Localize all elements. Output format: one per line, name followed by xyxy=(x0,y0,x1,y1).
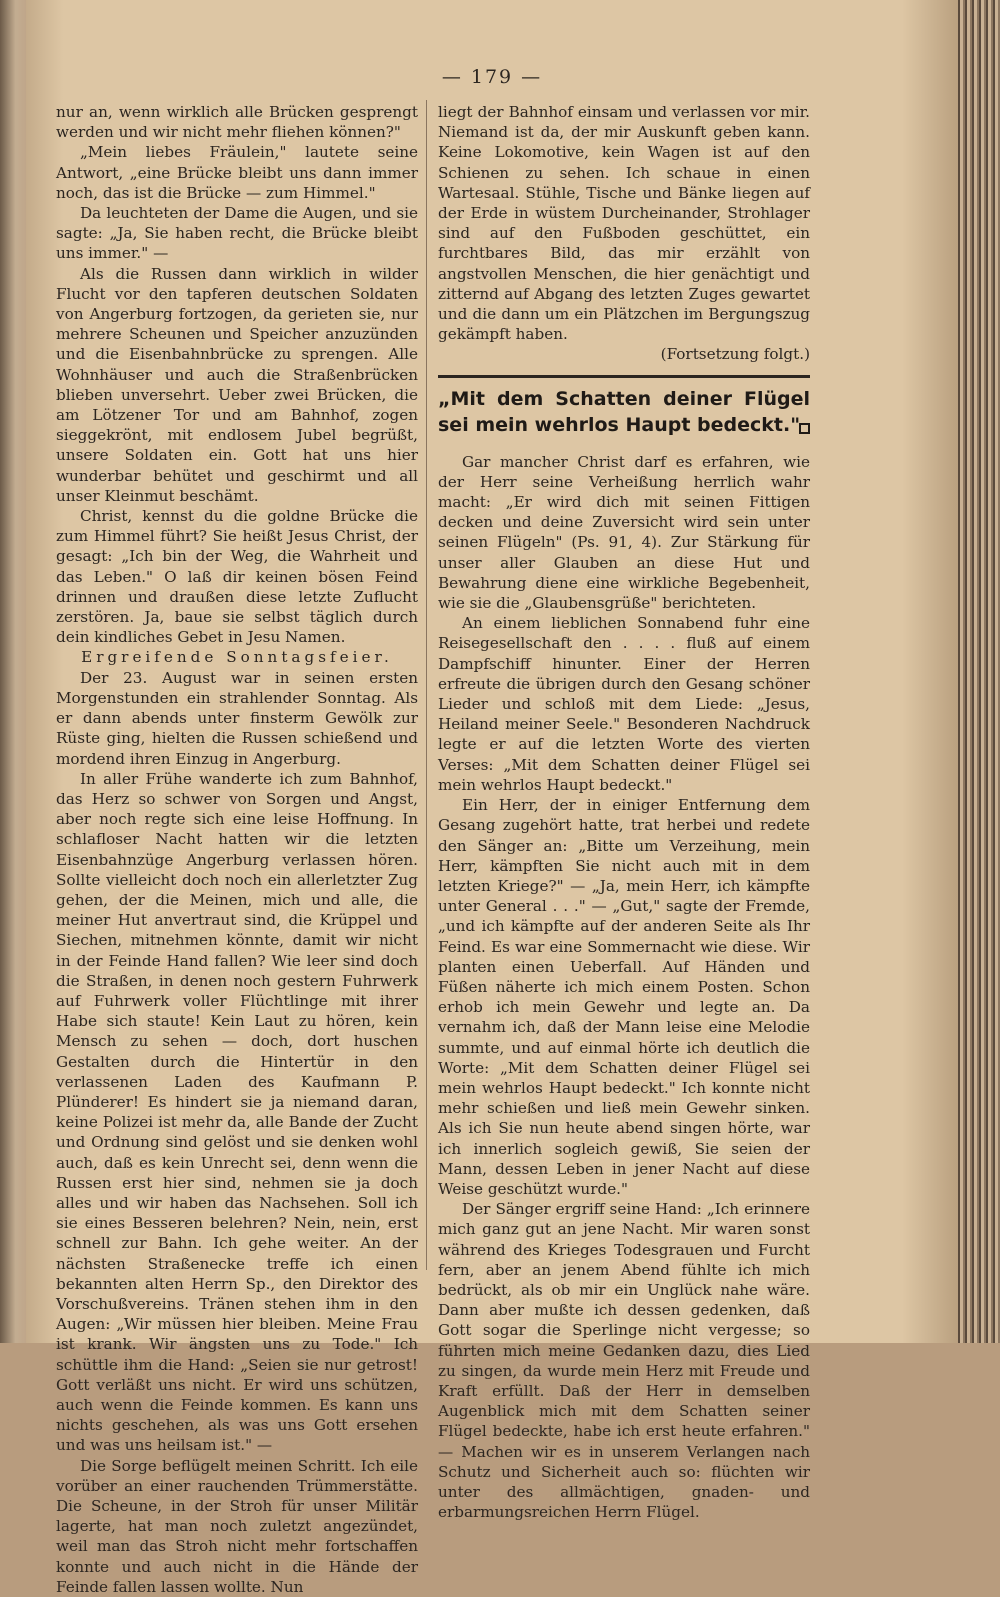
paragraph: Gar mancher Christ darf es erfahren, wie der Herr seine Verheißung herrlich wahr macht: „Er wird dich mit seinen Fittigen decken und deine Zuversicht wird sein unter seinen Flügeln" (Ps. 91, 4). Zur Stärkung für unser aller Glauben an diese Hut und Bewahrung diene eine wirkliche Begebenheit, wie sie die „Glaubensgrüße" berichteten. xyxy=(438,452,810,613)
left-column xyxy=(56,102,418,1597)
paragraph: Der 23. August war in seinen ersten Morgenstunden ein strahlender Sonntag. Als er dann abends unter finsterm Gewölk zur Rüste ging, hielten die Russen schießend und mordend ihren Einzug in Angerburg. xyxy=(56,668,418,768)
paragraph: Christ, kennst du die goldne Brücke die zum Himmel führt? Sie heißt Jesus Christ, der gesagt: „Ich bin der Weg, die Wahrheit und das Leben." O laß dir keinen bösen Feind drinnen und draußen diese letzte Zuflucht zerstören. Ja, baue sie selbst täglich durch dein kindliches Gebet in Jesu Namen. xyxy=(56,507,418,647)
paragraph: Die Sorge beflügelt meinen Schritt. Ich eile vorüber an einer rauchenden Trümmerstätte. Die Scheune, in der Stroh für unser Militär lagerte, hat man noch zuletzt angezündet, weil man das Stroh nicht mehr fortschaffen konnte und auch nicht in die Hände der Feinde fallen lassen wollte. Nun xyxy=(56,1456,418,1596)
section-heading: Ergreifende Sonntagsfeier. xyxy=(81,648,393,667)
right-column xyxy=(438,102,810,1522)
book-spine-left xyxy=(0,0,26,1343)
book-page xyxy=(26,0,958,1596)
paragraph: „Mein liebes Fräulein," lautete seine Antwort, „eine Brücke bleibt uns dann immer noch, das ist die Brücke — zum Himmel." xyxy=(56,143,418,202)
article-headline xyxy=(438,375,810,438)
page-number: — 179 — xyxy=(441,66,543,88)
paragraph: Als die Russen dann wirklich in wilder Flucht vor den tapferen deutschen Soldaten von Angerburg fortzogen, da gerieten sie, nur mehrere Scheunen und Speicher anzuzünden und die Eisenbahnbrücke zu sprengen. Alle Wohnhäuser und auch die Straßenbrücken blieben unversehrt. Ueber zwei Brücken, die am Lötzener Tor und am Bahnhof, zogen sieggekrönt, mit endlosem Jubel begrüßt, unsere Soldaten ein. Gott hat uns hier wunderbar behütet und geschirmt und all unser Kleinmut beschämt. xyxy=(56,264,418,505)
paragraph: nur an, wenn wirklich alle Brücken gesprengt werden und wir nicht mehr fliehen können?" xyxy=(56,103,418,142)
column-divider xyxy=(426,100,427,1270)
book-page-edges xyxy=(958,0,1000,1343)
paragraph: In aller Frühe wanderte ich zum Bahnhof, das Herz so schwer von Sorgen und Angst, aber noch regte sich eine leise Hoffnung. In schlafloser Nacht hatten wir die letzten Eisenbahnzüge Angerburg verlassen hören. Sollte vielleicht doch noch ein allerletzter Zug gehen, der die Meinen, mich und alle, die meiner Hut anvertraut sind, die Krüppel und Siechen, mitnehmen könnte, damit wir nicht in der Feinde Hand fallen? Wie leer sind doch die Straßen, in denen noch gestern Fuhrwerk auf Fuhrwerk voller Flüchtlinge mit ihrer Habe sich staute! Kein Laut zu hören, kein Mensch zu sehen — doch, dort huschen Gestalten durch die Hintertür in den verlassenen Laden des Kaufmann P. Plünderer! Es hindert sie ja niemand daran, keine Polizei ist mehr da, alle Bande der Zucht und Ordnung sind gelöst und sie denken wohl auch, daß es kein Unrecht sei, denn wenn die Russen erst hier sind, nehmen sie ja doch alles und wir haben das Nachsehen. Soll ich sie eines Besseren belehren? Nein, nein, erst schnell zur Bahn. Ich gehe weiter. An der nächsten Straßenecke treffe ich einen bekannten alten Herrn Sp., den Direktor des Vorschußvereins. Tränen stehen ihm in den Augen: „Wir müssen hier bleiben. Meine Frau ist krank. Wir ängsten uns zu Tode." Ich schüttle ihm die Hand: „Seien sie nur getrost! Gott verläßt uns nicht. Er wird uns schützen, auch wenn die Feinde kommen. Es kann uns nichts geschehen, als was uns Gott ersehen und was uns heilsam ist." — xyxy=(56,769,418,1455)
paragraph: liegt der Bahnhof einsam und verlassen vor mir. Niemand ist da, der mir Auskunft geben kann. Keine Lokomotive, kein Wagen ist auf den Schienen zu sehen. Ich schaue in einen Wartesaal. Stühle, Tische und Bänke liegen auf der Erde in wüstem Durcheinander, Strohlager sind auf den Fußboden geschüttet, ein furchtbares Bild, das mir erzählt von angstvollen Menschen, die hier genächtigt und zitternd auf Abgang des letzten Zuges gewartet und die dann um ein Plätzchen im Bergungszug gekämpft haben. xyxy=(438,103,810,344)
continuation-note: (Fortsetzung folgt.) xyxy=(660,345,810,364)
square-end-mark-icon xyxy=(799,423,810,434)
paragraph: Ein Herr, der in einiger Entfernung dem Gesang zugehört hatte, trat herbei und redete den Sänger an: „Bitte um Verzeihung, mein Herr, kämpften Sie nicht auch mit in dem letzten Kriege?" — „Ja, mein Herr, ich kämpfte unter General . . ." — „Gut," sagte der Fremde, „und ich kämpfte auf der anderen Seite als Ihr Feind. Es war eine Sommernacht wie diese. Wir planten einen Ueberfall. Auf Händen und Füßen näherte ich mich einem Posten. Schon erhob ich mein Gewehr und legte an. Da vernahm ich, daß der Mann leise eine Melodie summte, und auf einmal hörte ich deutlich die Worte: „Mit dem Schatten deiner Flügel sei mein wehrlos Haupt bedeckt." Ich konnte nicht mehr schießen und ließ mein Gewehr sinken. Als ich Sie nun heute abend singen hörte, war ich innerlich sogleich gewiß, Sie seien der Mann, dessen Leben in jener Nacht auf diese Weise geschützt wurde." xyxy=(438,796,810,1198)
paragraph: Da leuchteten der Dame die Augen, und sie sagte: „Ja, Sie haben recht, die Brücke bleibt uns immer." — xyxy=(56,204,418,263)
paragraph: Der Sänger ergriff seine Hand: „Ich erinnere mich ganz gut an jene Nacht. Mir waren sonst während des Krieges Todesgrauen und Furcht fern, aber an jenem Abend fühlte ich mich bedrückt, als ob mir ein Unglück nahe wäre. Dann aber mußte ich dessen gedenken, daß Gott sogar die Sperlinge nicht vergesse; so führten mich meine Gedanken dazu, dies Lied zu singen, da wurde mein Herz mit Freude und Kraft erfüllt. Daß der Herr in demselben Augenblick mich mit dem Schatten seiner Flügel bedeckte, habe ich erst heute erfahren." — Machen wir es in unserem Verlangen nach Schutz und Sicherheit auch so: flüchten wir unter des allmächtigen, gnaden- und erbarmungsreichen Herrn Flügel. xyxy=(438,1200,810,1522)
headline-text: „Mit dem Schatten deiner Flügel sei mein wehrlos Haupt bedeckt." xyxy=(438,387,810,436)
paragraph: An einem lieblichen Sonnabend fuhr eine Reisegesellschaft den . . . . fluß auf einem Dampfschiff hinunter. Einer der Herren erfreute die übrigen durch den Gesang schöner Lieder und schloß mit dem Liede: „Jesus, Heiland meiner Seele." Besonderen Nachdruck legte er auf die letzten Worte des vierten Verses: „Mit dem Schatten deiner Flügel sei mein wehrlos Haupt bedeckt." xyxy=(438,614,810,794)
